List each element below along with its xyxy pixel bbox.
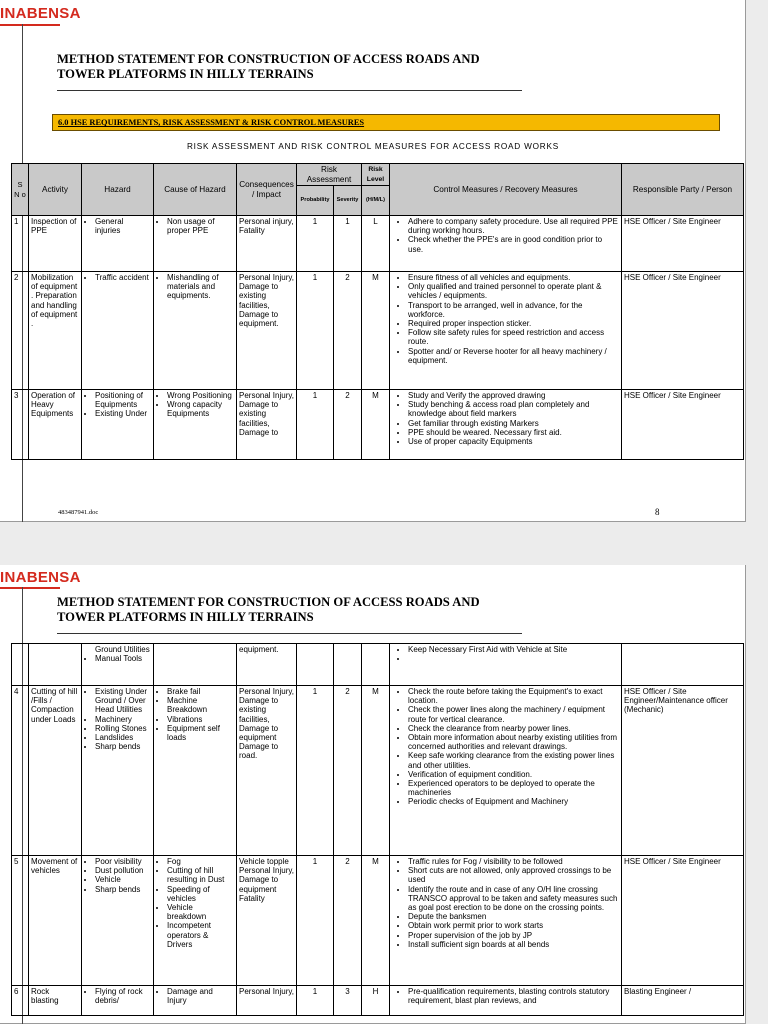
list-item: • General injuries [95,217,151,235]
header-activity: Activity [29,164,82,216]
cell-responsible [622,644,744,686]
cell-activity: Inspection of PPE [29,216,82,272]
list-item: • Wrong Positioning [167,391,234,400]
cell-consequence: Personal Injury, Damage to existing facilities, Damage to equipment. [237,272,297,390]
list-item: • Vibrations [167,715,234,724]
list-item: • Existing Under [95,409,151,418]
list-item: • Verification of equipment condition. [408,770,619,779]
logo-underline [0,587,60,589]
cell-risk-level: H [362,986,390,1016]
cell-severity: 2 [334,272,362,390]
list-item: • Cutting of hill resulting in Dust [167,866,234,884]
list-item: • Only qualified and trained personnel to operate plant & vehicles / equipments. [408,282,619,300]
list-item: • Identify the route and in case of any O/H line crossing TRANSCO approval to be taken and safety measures such as goal post erection to be done on the crossing points. [408,885,619,913]
cell-activity: Cutting of hill /Fills / Compaction under Loads [29,686,82,856]
list-item: • Dust pollution [95,866,151,875]
document-title-line-2: TOWER PLATFORMS IN HILLY TERRAINS [57,67,314,81]
list-item: • Check whether the PPE's are in good condition prior to use. [408,235,619,253]
list-item: • Keep safe working clearance from the existing power lines and other utilities. [408,751,619,769]
cell-consequence: Personal Injury, Damage to existing facilities, Damage to equipment Damage to road. [237,686,297,856]
document-title-line-1: METHOD STATEMENT FOR CONSTRUCTION OF ACCESS ROADS AND [57,595,480,609]
cell-hazard [82,216,154,272]
header-hml: (H/M/L) [362,186,390,216]
cell-probability [297,644,334,686]
list-item: • Non usage of proper PPE [167,217,234,235]
cell-consequence: Vehicle topple Personal Injury, Damage to equipment Fatality [237,856,297,986]
list-item: • Use of proper capacity Equipments [408,437,619,446]
document-title-line-1: METHOD STATEMENT FOR CONSTRUCTION OF ACCESS ROADS AND [57,52,480,66]
cell-consequence: Personal injury, Fatality [237,216,297,272]
cell-consequence: Personal Injury, [237,986,297,1016]
list-item: • Machinery [95,715,151,724]
cell-severity: 3 [334,986,362,1016]
cell-risk-level: M [362,272,390,390]
footer-page-number: 8 [655,507,660,517]
list-item: • Experienced operators to be deployed to operate the machineries [408,779,619,797]
company-logo: INABENSA [0,569,81,586]
list-item: • Traffic accident [95,273,151,282]
header-risk-level: Risk Level [362,164,390,186]
list-item: • Landslides [95,733,151,742]
list-item: • Transport to be arranged, well in advance, for the workforce. [408,301,619,319]
cell-control-measures [390,686,622,856]
cell-hazard [82,856,154,986]
document-title-line-2: TOWER PLATFORMS IN HILLY TERRAINS [57,610,314,624]
list-item: • Traffic rules for Fog / visibility to be followed [408,857,619,866]
list-item: • Check the clearance from nearby power lines. [408,724,619,733]
cell-sno: 1 [12,216,29,272]
table-row [12,216,744,272]
cell-control-measures [390,216,622,272]
cell-probability: 1 [297,856,334,986]
list-item: • Speeding of vehicles [167,885,234,903]
cell-activity: Movement of vehicles [29,856,82,986]
list-item: • Ensure fitness of all vehicles and equipments. [408,273,619,282]
company-logo: INABENSA [0,5,81,22]
list-item: • Periodic checks of Equipment and Machinery [408,797,619,806]
cell-severity [334,644,362,686]
list-item: • Brake fail [167,687,234,696]
cell-sno [12,644,29,686]
list-item: • Study and Verify the approved drawing [408,391,619,400]
cell-control-measures [390,644,622,686]
table-row [12,856,744,986]
header-probability: Probability [297,186,334,216]
cell-responsible: HSE Officer / Site Engineer/Maintenance officer (Mechanic) [622,686,744,856]
cell-responsible: HSE Officer / Site Engineer [622,272,744,390]
list-item: • Keep Necessary First Aid with Vehicle at Site [408,645,619,654]
list-item: • Obtain more information about nearby existing utilities from concerned authorities and relevant drawings. [408,733,619,751]
list-item: • PPE should be weared. Necessary first aid. [408,428,619,437]
list-item: • Rolling Stones [95,724,151,733]
risk-table-continued [11,643,744,1016]
cell-control-measures [390,272,622,390]
list-item: • Check the route before taking the Equipment's to exact location. [408,687,619,705]
list-item: • Obtain work permit prior to work starts [408,921,619,930]
list-item: • Install sufficient sign boards at all bends [408,940,619,949]
cell-probability: 1 [297,390,334,460]
cell-activity: Operation of Heavy Equipments [29,390,82,460]
cell-severity: 2 [334,686,362,856]
list-item: • Equipment self loads [167,724,234,742]
table-row [12,390,744,460]
logo-underline [0,24,60,26]
cell-probability: 1 [297,216,334,272]
cell-severity: 2 [334,856,362,986]
cell-responsible: HSE Officer / Site Engineer [622,856,744,986]
cell-sno: 2 [12,272,29,390]
list-item: • Sharp bends [95,885,151,894]
cell-hazard [82,686,154,856]
list-item: • Wrong capacity Equipments [167,400,234,418]
list-item [408,654,619,663]
footer-document-name: 483487941.doc [58,509,99,516]
cell-cause [154,390,237,460]
header-risk-assessment: Risk Assessment [297,164,362,186]
hazard-text: Ground Utilities [95,645,150,654]
cell-risk-level: M [362,390,390,460]
list-item: • Manual Tools [95,654,151,663]
cell-activity: Mobilization of equipment . Preparation and handling of equipment . [29,272,82,390]
list-item: • Short cuts are not allowed, only approved crossings to be used [408,866,619,884]
cell-probability: 1 [297,986,334,1016]
list-item: • Pre-qualification requirements, blasting controls statutory requirement, blast plan reviews, and [408,987,619,1005]
cell-control-measures [390,856,622,986]
cell-risk-level: M [362,686,390,856]
risk-table [11,163,744,460]
cell-hazard [82,986,154,1016]
document-page-1 [0,0,746,522]
cell-control-measures [390,986,622,1016]
document-page-2 [0,565,746,1024]
list-item: • Mishandling of materials and equipments. [167,273,234,301]
header-hazard: Hazard [82,164,154,216]
table-title: RISK ASSESSMENT AND RISK CONTROL MEASURES FOR ACCESS ROAD WORKS [186,142,560,151]
list-item: • Study benching & access road plan completely and knowledge about field markers [408,400,619,418]
cell-consequence: Personal Injury, Damage to existing facilities, Damage to [237,390,297,460]
header-sno: S N o [12,164,29,216]
list-item: • Incompetent operators & Drivers [167,921,234,949]
header-responsible: Responsible Party / Person [622,164,744,216]
list-item: • Damage and Injury [167,987,234,1005]
cell-cause [154,644,237,686]
cell-sno: 3 [12,390,29,460]
cell-cause [154,216,237,272]
header-cause: Cause of Hazard [154,164,237,216]
list-item: • Follow site safety rules for speed restriction and access route. [408,328,619,346]
cell-cause [154,856,237,986]
cell-cause [154,272,237,390]
list-item: • Get familiar through existing Markers [408,419,619,428]
cell-hazard [82,644,154,686]
list-item: • Sharp bends [95,742,151,751]
cell-control-measures [390,390,622,460]
header-consequences: Consequences / Impact [237,164,297,216]
cell-severity: 2 [334,390,362,460]
cell-responsible: Blasting Engineer / [622,986,744,1016]
list-item: • Positioning of Equipments [95,391,151,409]
list-item: • Required proper inspection sticker. [408,319,619,328]
list-item: • Fog [167,857,234,866]
table-row [12,272,744,390]
list-item: • Vehicle [95,875,151,884]
header-severity: Severity [334,186,362,216]
header-control-measures: Control Measures / Recovery Measures [390,164,622,216]
list-item: • Flying of rock debris/ [95,987,151,1005]
cell-sno: 6 [12,986,29,1016]
list-item: • Adhere to company safety procedure. Use all required PPE during working hours. [408,217,619,235]
list-item: • Vehicle breakdown [167,903,234,921]
cell-risk-level [362,644,390,686]
table-row [12,686,744,856]
cell-responsible: HSE Officer / Site Engineer [622,216,744,272]
cell-cause [154,686,237,856]
table-row [12,986,744,1016]
cell-consequence: equipment. [237,644,297,686]
list-item: • Check the power lines along the machinery / equipment route for vertical clearance. [408,705,619,723]
section-heading: 6.0 HSE REQUIREMENTS, RISK ASSESSMENT & RISK CONTROL MEASURES [52,114,720,131]
cell-activity [29,644,82,686]
list-item: • Depute the banksmen [408,912,619,921]
cell-cause [154,986,237,1016]
title-rule [57,90,522,91]
list-item: • Proper supervision of the job by JP [408,931,619,940]
list-item: • Existing Under Ground / Over Head Utilities [95,687,151,715]
title-rule [57,633,522,634]
cell-severity: 1 [334,216,362,272]
cell-activity: Rock blasting [29,986,82,1016]
list-item: • Machine Breakdown [167,696,234,714]
list-item: • Spotter and/ or Reverse hooter for all heavy machinery / equipment. [408,347,619,365]
cell-hazard [82,272,154,390]
cell-risk-level: M [362,856,390,986]
cell-hazard [82,390,154,460]
cell-responsible: HSE Officer / Site Engineer [622,390,744,460]
cell-probability: 1 [297,686,334,856]
cell-probability: 1 [297,272,334,390]
table-row [12,644,744,686]
cell-risk-level: L [362,216,390,272]
cell-sno: 5 [12,856,29,986]
list-item: • Poor visibility [95,857,151,866]
cell-sno: 4 [12,686,29,856]
